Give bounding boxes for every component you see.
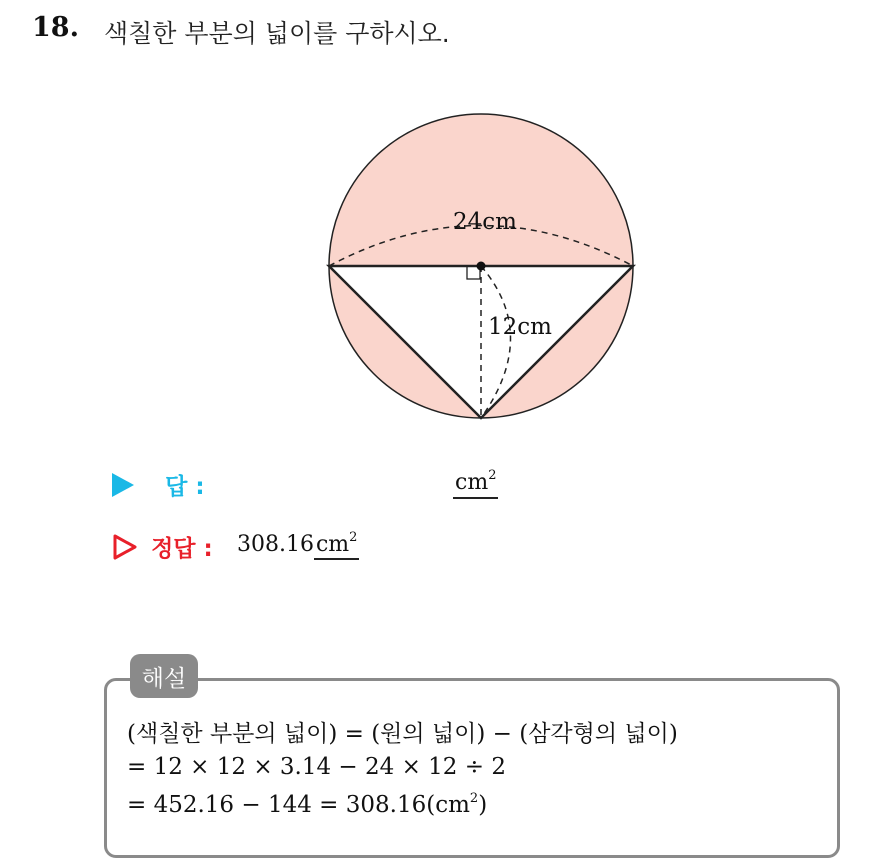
correct-answer-row: [112, 530, 213, 563]
question-text: 색칠한 부분의 넓이를 구하시오.: [104, 19, 450, 48]
correct-value-unit: $cm^2$: [314, 532, 359, 560]
outline-play-icon: [112, 533, 138, 561]
solution-line-2: = 12 × 12 × 3.14 − 24 × 12 ÷ 2: [127, 754, 506, 780]
diameter-label: 24cm: [453, 209, 517, 235]
answer-blank-unit[interactable]: [453, 470, 498, 499]
answer-unit: cm: [455, 470, 489, 495]
center-dot: [477, 262, 486, 271]
answer-row: [112, 468, 205, 501]
circle-figure: [320, 105, 650, 430]
play-icon: [112, 473, 134, 497]
height-label: 12cm: [488, 314, 552, 340]
solution-badge: 해설: [130, 654, 198, 698]
answer-unit-exponent: 2: [488, 468, 497, 483]
solution-line-3: = $452.16 - 144 = 308.16(cm^2)$: [127, 791, 488, 818]
answer-label: 답 :: [165, 474, 205, 500]
correct-value-number: 308.16: [237, 532, 314, 557]
correct-answer-value: [237, 532, 359, 558]
correct-answer-label: 정답 :: [151, 536, 213, 562]
question-number: 18.: [32, 12, 79, 43]
solution-line-1: (색칠한 부분의 넓이) = (원의 넓이) − (삼각형의 넓이): [127, 721, 678, 747]
